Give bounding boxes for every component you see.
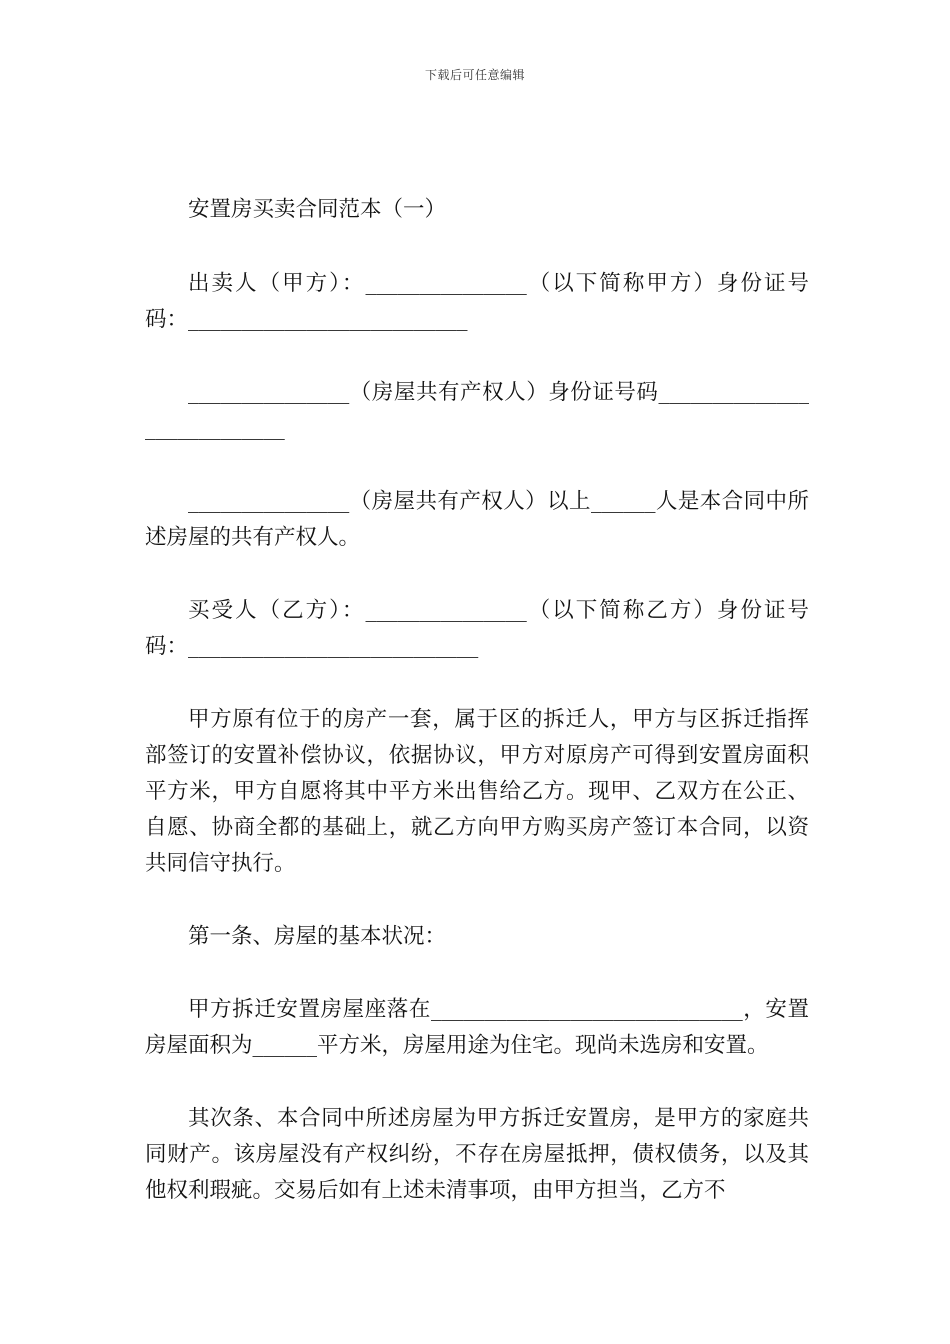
buyer-paragraph: 买受人（乙方）：_______________（以下简称乙方）身份证号码：___________________________ [145, 598, 809, 659]
article-1-heading: 第一条、房屋的基本状况： [188, 924, 447, 949]
header-note: 下载后可任意编辑 [424, 68, 525, 82]
article-1-body: 甲方拆迁安置房屋座落在_____________________________，安置房屋面积为______平方米，房屋用途为住宅。现尚未选房和安置。 [145, 997, 809, 1058]
background-paragraph: 甲方原有位于的房产一套，属于区的拆迁人，甲方与区拆迁指挥部签订的安置补偿协议，依据协议，甲方对原房产可得到安置房面积平方米，甲方自愿将其中平方米出售给乙方。现甲、乙双方在公正、自愿、协商全都的基础上，就乙方向甲方购买房产签订本合同，以资共同信守执行。 [145, 707, 809, 876]
article-2-body: 其次条、本合同中所述房屋为甲方拆迁安置房，是甲方的家庭共同财产。该房屋没有产权纠纷，不存在房屋抵押，债权债务，以及其他权利瑕疵。交易后如有上述未清事项，由甲方担当，乙方不 [145, 1106, 809, 1203]
seller-paragraph: 出卖人（甲方）：_______________（以下简称甲方）身份证号码：__________________________ [145, 271, 809, 332]
co-owner-paragraph-1: _______________（房屋共有产权人）身份证号码___________________________ [145, 380, 809, 441]
document-title: 安置房买卖合同范本（一） [188, 197, 447, 222]
co-owner-paragraph-2: _______________（房屋共有产权人）以上______人是本合同中所述房屋的共有产权人。 [145, 489, 809, 550]
document-body [145, 192, 809, 1209]
